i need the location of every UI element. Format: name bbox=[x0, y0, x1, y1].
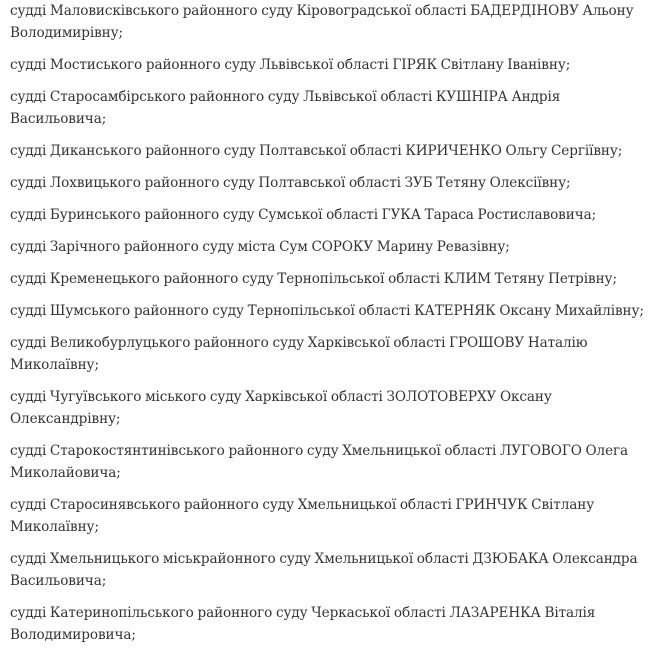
paragraph-judge-15: судді Катеринопільського районного суду Черкаської області ЛАЗАРЕНКА Віталія Володимировича; bbox=[10, 605, 596, 643]
paragraph-judge-4: судді Диканського районного суду Полтавської області КИРИЧЕНКО Ольгу Сергіївну; bbox=[10, 143, 623, 159]
paragraph-judge-9: судді Шумського районного суду Тернопільської області КАТЕРНЯК Оксану Михайлівну; bbox=[10, 303, 644, 319]
paragraph-judge-3: судді Старосамбірського районного суду Львівської області КУШНІРА Андрія Васильовича; bbox=[10, 89, 561, 127]
paragraph-judge-6: судді Буринського районного суду Сумської області ГУКА Тараса Ростиславовича; bbox=[10, 207, 597, 223]
paragraph-judge-8: судді Кременецького районного суду Тернопільської області КЛИМ Тетяну Петрівну; bbox=[10, 271, 617, 287]
paragraph-judge-5: судді Лохвицького районного суду Полтавської області ЗУБ Тетяну Олексіївну; bbox=[10, 175, 571, 191]
paragraph-judge-7: судді Зарічного районного суду міста Сум СОРОКУ Марину Ревазівну; bbox=[10, 239, 510, 255]
paragraph-judge-14: судді Хмельницького міськрайонного суду Хмельницької області ДЗЮБАКА Олександра Васильовича; bbox=[10, 551, 638, 589]
paragraph-judge-12: судді Старокостянтинівського районного суду Хмельницької області ЛУГОВОГО Олега Миколайовича; bbox=[10, 443, 629, 481]
paragraph-judge-13: судді Старосинявського районного суду Хмельницької області ГРИНЧУК Світлану Миколаївну; bbox=[10, 497, 595, 535]
paragraph-judge-1: судді Маловисківського районного суду Кіровоградської області БАДЕРДІНОВУ Альону Володимирівну; bbox=[10, 3, 634, 41]
paragraph-judge-2: судді Мостиського районного суду Львівської області ГІРЯК Світлану Іванівну; bbox=[10, 57, 571, 73]
document-body bbox=[10, 0, 646, 656]
paragraph-judge-11: судді Чугуївського міського суду Харківської області ЗОЛОТОВЕРХУ Оксану Олександрівну; bbox=[10, 389, 552, 427]
paragraph-judge-10: судді Великобурлуцького районного суду Харківської області ГРОШОВУ Наталію Миколаївну; bbox=[10, 335, 588, 373]
